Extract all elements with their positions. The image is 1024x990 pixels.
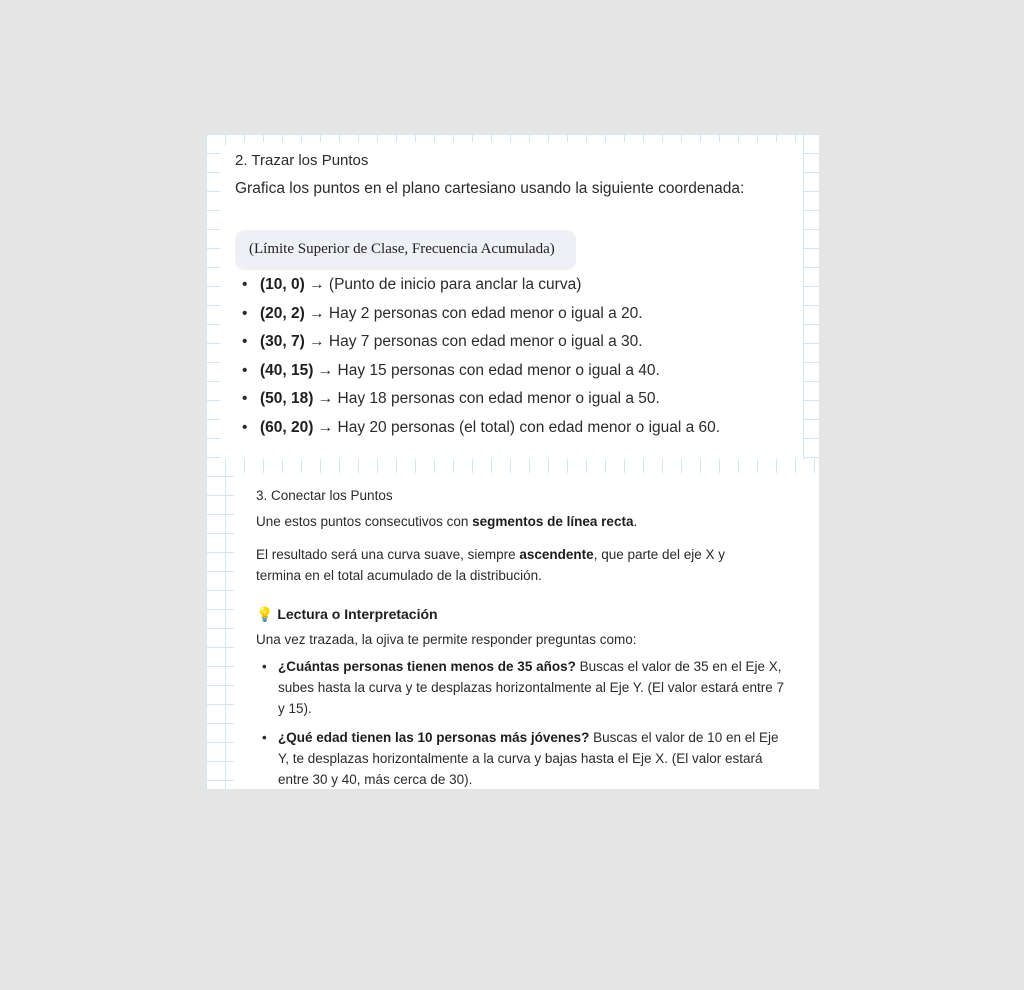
points-list [242, 276, 720, 448]
point-description: → Hay 20 personas (el total) con edad menor o igual a 60. [313, 418, 721, 436]
bold-text: ascendente [519, 547, 594, 562]
list-item [242, 419, 720, 448]
question-answer: Buscas el valor de 10 en el Eje Y, te desplazas horizontalmente a la curva y bajas hasta el Eje X. (El valor estará entre 30 y 40, más cerca de 30). [278, 730, 779, 787]
point-coordinate: (30, 7) [260, 333, 305, 351]
grid-paper-right [803, 134, 819, 464]
section-3-paragraph-1 [256, 514, 637, 529]
section-3-paragraph-3: Una vez trazada, la ojiva te permite responder preguntas como: [256, 632, 637, 647]
list-item [242, 333, 720, 362]
point-coordinate: (40, 15) [260, 361, 314, 379]
point-coordinate: (20, 2) [260, 304, 305, 322]
list-item [242, 305, 720, 334]
point-description: → (Punto de inicio para anclar la curva) [304, 276, 582, 293]
point-description: → Hay 7 personas con edad menor o igual a 30. [304, 333, 643, 351]
section-3-panel [240, 474, 819, 789]
section-2-panel [220, 146, 798, 459]
section-2-title: 2. Trazar los Puntos [235, 152, 369, 169]
text-run: Une estos puntos consecutivos con [256, 514, 473, 529]
section-3-paragraph-2 [256, 544, 766, 586]
point-coordinate: (10, 0) [260, 276, 305, 293]
text-run: . [633, 514, 638, 529]
list-item [242, 390, 720, 419]
text-run: , que parte del eje X y termina en el total acumulado de la distribución. [256, 547, 726, 583]
text-run: El resultado será una curva suave, siempre [256, 547, 520, 562]
question-text: ¿Qué edad tienen las 10 personas más jóvenes? [278, 730, 590, 745]
grid-paper-top [206, 134, 819, 142]
list-item [262, 656, 792, 719]
formula-box [235, 230, 576, 270]
lightbulb-icon: 💡 [256, 606, 274, 622]
question-answer: Buscas el valor de 35 en el Eje X, subes hasta la curva y te desplazas horizontalmente al Eje Y. (El valor estará entre 7 y 15). [278, 659, 785, 716]
point-description: → Hay 18 personas con edad menor o igual a 50. [313, 390, 660, 408]
point-description: → Hay 2 personas con edad menor o igual a 20. [304, 304, 643, 322]
list-item [242, 276, 720, 305]
point-coordinate: (60, 20) [260, 418, 314, 436]
grid-paper-divider [206, 459, 819, 473]
bold-text: segmentos de línea recta [472, 514, 634, 529]
list-item [262, 727, 792, 789]
document-sheet [206, 134, 819, 789]
formula-text: (Límite Superior de Clase, Frecuencia Acumulada) [249, 241, 555, 257]
interpretation-heading-text: Lectura o Interpretación [277, 606, 438, 622]
point-description: → Hay 15 personas con edad menor o igual a 40. [313, 361, 660, 379]
section-3-title: 3. Conectar los Puntos [256, 488, 393, 503]
question-text: ¿Cuántas personas tienen menos de 35 años? [278, 659, 576, 674]
interpretation-heading [256, 606, 438, 623]
list-item [242, 362, 720, 391]
questions-list [262, 656, 792, 789]
point-coordinate: (50, 18) [260, 390, 314, 408]
section-2-intro: Grafica los puntos en el plano cartesiano usando la siguiente coordenada: [235, 180, 745, 197]
